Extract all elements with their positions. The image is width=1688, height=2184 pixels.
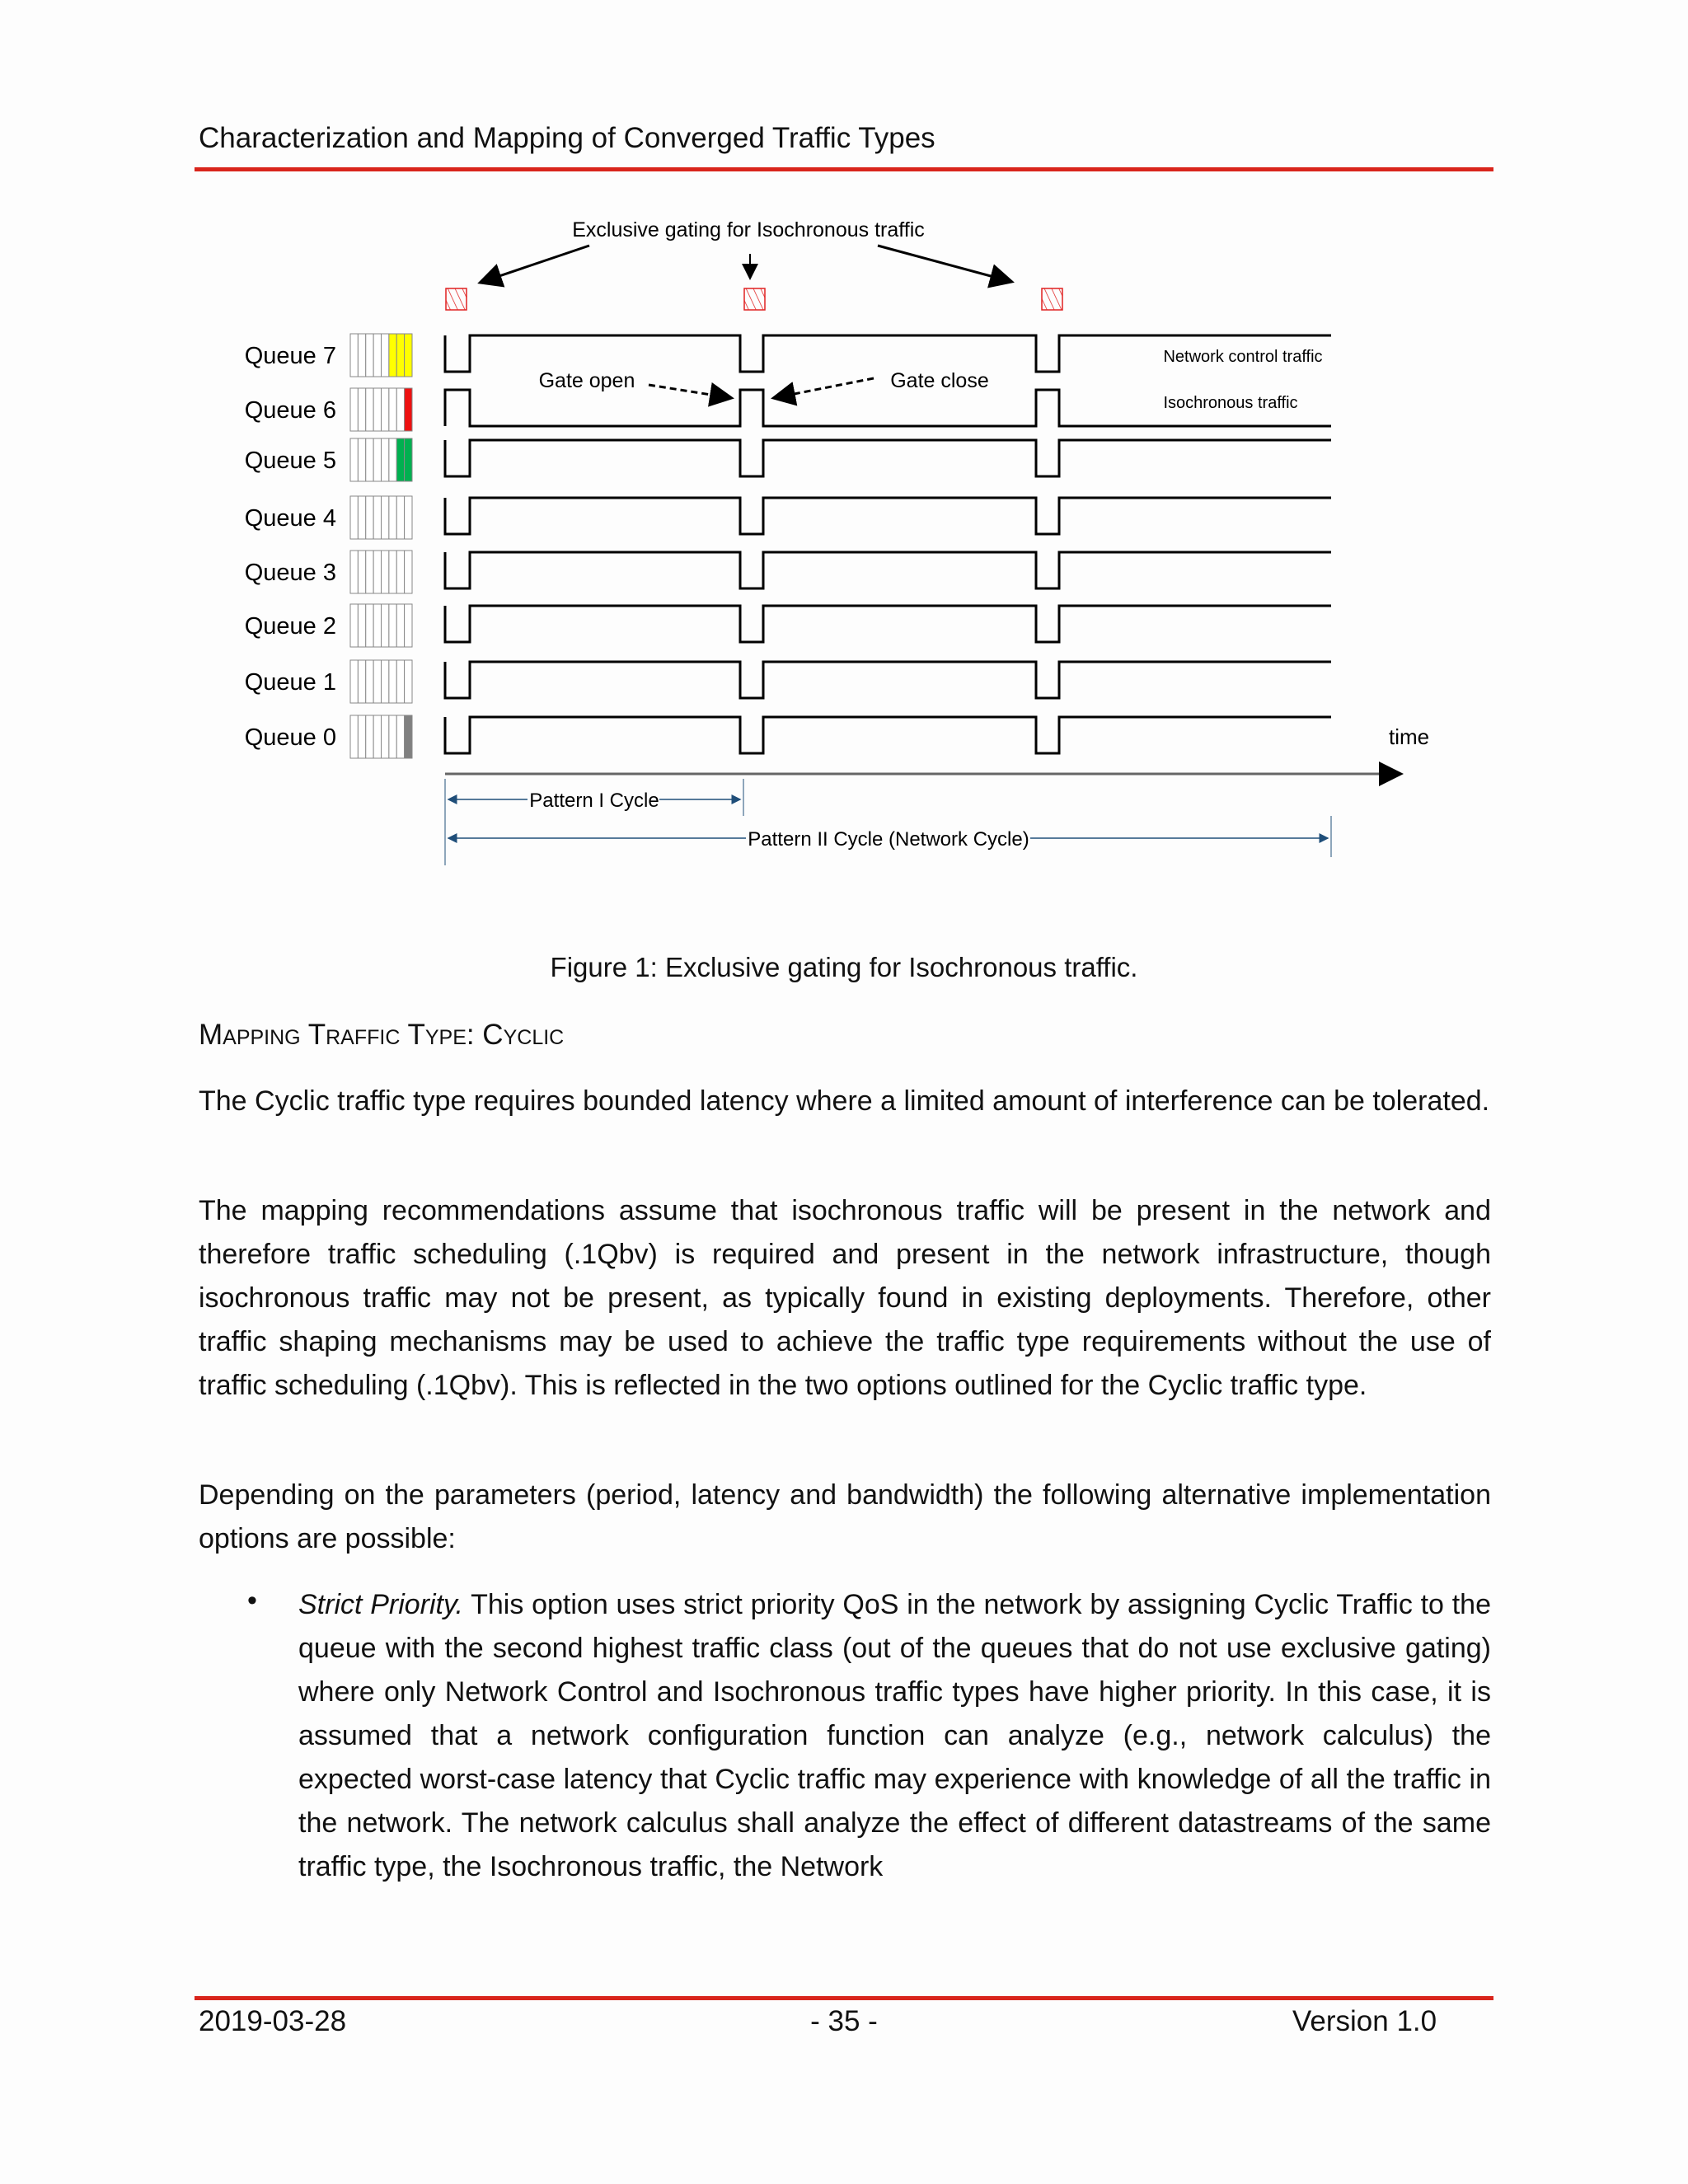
header-divider bbox=[195, 167, 1493, 171]
queue-buffer-slot bbox=[389, 334, 396, 377]
queue-label: Queue 4 bbox=[244, 505, 336, 532]
queue-buffer-slot bbox=[382, 496, 389, 539]
queue-buffer-slot bbox=[405, 388, 412, 431]
queue-buffer-slot bbox=[382, 438, 389, 481]
queue-buffer-slot bbox=[350, 496, 358, 539]
queue-buffer-slot bbox=[366, 388, 373, 431]
queue-buffer-slot bbox=[405, 715, 412, 758]
footer-page-number: - 35 - bbox=[810, 2005, 878, 2037]
queue-row bbox=[245, 715, 1331, 758]
exclusive-gate-marker bbox=[446, 288, 467, 310]
page-header-title: Characterization and Mapping of Converged Traffic Types bbox=[199, 122, 935, 154]
queue-buffer-slot bbox=[358, 438, 365, 481]
gate-waveform bbox=[445, 498, 1331, 534]
queue-buffer-slot bbox=[350, 334, 358, 377]
queue-buffer-slot bbox=[366, 551, 373, 593]
network-control-label: Network control traffic bbox=[1163, 348, 1323, 366]
queue-buffer-slot bbox=[373, 604, 381, 647]
queue-buffer-slot bbox=[389, 438, 396, 481]
arrow-right bbox=[878, 246, 1012, 282]
footer-version: Version 1.0 bbox=[1292, 2005, 1437, 2037]
queue-row bbox=[245, 551, 1331, 593]
queue-buffer-slot bbox=[373, 715, 381, 758]
queue-buffer-slot bbox=[373, 660, 381, 703]
queue-buffer-slot bbox=[396, 660, 404, 703]
exclusive-gate-marker bbox=[1042, 288, 1062, 310]
queue-buffer-slot bbox=[373, 438, 381, 481]
paragraph-2: The mapping recommendations assume that isochronous traffic will be present in the network and therefore traffic scheduling (.1Qbv) is required and present in the network infrastructure, though isochronous traffic may not be present, as typically found in existing deployments. Therefore, other traffic shaping mechanisms may be used to achieve the traffic type requirements without the use of traffic scheduling (.1Qbv). This is reflected in the two options outlined for the Cyclic traffic type. bbox=[199, 1195, 1491, 1401]
bullet-marker: • bbox=[247, 1585, 257, 1616]
gate-waveform bbox=[445, 440, 1331, 476]
queue-buffer-slot bbox=[396, 604, 404, 647]
gate-waveform bbox=[445, 552, 1331, 588]
figure-top-label: Exclusive gating for Isochronous traffic bbox=[572, 218, 925, 241]
queue-buffer-slot bbox=[405, 604, 412, 647]
queue-buffer-slot bbox=[382, 334, 389, 377]
queue-label: Queue 5 bbox=[244, 448, 336, 474]
queue-buffer-slot bbox=[366, 438, 373, 481]
gate-close-arrow bbox=[773, 378, 874, 398]
queue-buffer-slot bbox=[366, 334, 373, 377]
queue-buffer-slot bbox=[389, 496, 396, 539]
arrow-left bbox=[480, 246, 589, 283]
queue-buffer-slot bbox=[358, 334, 365, 377]
queue-buffer-slot bbox=[382, 604, 389, 647]
queue-buffer-slot bbox=[389, 388, 396, 431]
queue-buffer-slot bbox=[373, 388, 381, 431]
queue-buffer-slot bbox=[350, 388, 358, 431]
section-heading: Mapping Traffic Type: Cyclic bbox=[199, 1019, 565, 1051]
bullet-body: This option uses strict priority QoS in the network by assigning Cyclic Traffic to the queue with the second highest traffic class (out of the queues that do not use exclusive gating) where only Network Control and Isochronous traffic types have higher priority. In this case, it is assumed that a network configuration function can analyze (e.g., network calculus) the expected worst-case latency that Cyclic traffic may experience with knowledge of all the traffic in the network. The network calculus shall analyze the effect of different datastreams of the same traffic type, the Isochronous traffic, the Network bbox=[298, 1589, 1491, 1882]
queue-buffer-slot bbox=[396, 334, 404, 377]
queue-buffer-slot bbox=[405, 496, 412, 539]
queue-buffer-slot bbox=[389, 551, 396, 593]
gate-close-label: Gate close bbox=[890, 369, 989, 392]
queue-buffer-slot bbox=[373, 496, 381, 539]
queue-buffer-slot bbox=[373, 551, 381, 593]
queue-buffer-slot bbox=[396, 551, 404, 593]
queue-buffer-slot bbox=[389, 604, 396, 647]
queue-label: Queue 6 bbox=[244, 397, 336, 424]
queue-buffer-slot bbox=[382, 715, 389, 758]
queue-label: Queue 2 bbox=[244, 613, 336, 640]
queue-label: Queue 0 bbox=[244, 724, 336, 751]
queue-buffer-slot bbox=[405, 551, 412, 593]
queue-buffer-slot bbox=[405, 660, 412, 703]
bullet-strict-priority bbox=[298, 1583, 1491, 1889]
gate-waveform bbox=[445, 662, 1331, 698]
queue-buffer-slot bbox=[358, 660, 365, 703]
queue-buffer-slot bbox=[396, 715, 404, 758]
queue-buffer-slot bbox=[396, 438, 404, 481]
queue-buffer-slot bbox=[358, 715, 365, 758]
queue-row bbox=[245, 604, 1331, 647]
isochronous-label: Isochronous traffic bbox=[1163, 394, 1298, 412]
time-label: time bbox=[1389, 724, 1430, 749]
queue-buffer-slot bbox=[366, 604, 373, 647]
pattern1-label: Pattern I Cycle bbox=[529, 790, 659, 812]
footer-divider bbox=[195, 1996, 1493, 2000]
paragraph-3: Depending on the parameters (period, latency and bandwidth) the following alternative implementation options are possible: bbox=[199, 1479, 1491, 1554]
queue-buffer-slot bbox=[389, 715, 396, 758]
queue-buffer-slot bbox=[405, 334, 412, 377]
queue-row bbox=[245, 660, 1331, 703]
queue-label: Queue 7 bbox=[244, 343, 336, 369]
queue-buffer-slot bbox=[366, 660, 373, 703]
queue-buffer-slot bbox=[358, 604, 365, 647]
queue-buffer-slot bbox=[358, 551, 365, 593]
queue-buffer-slot bbox=[382, 388, 389, 431]
queue-buffer-slot bbox=[350, 438, 358, 481]
queue-label: Queue 1 bbox=[244, 669, 336, 696]
exclusive-gating-figure bbox=[0, 198, 1688, 923]
queue-buffer-slot bbox=[373, 334, 381, 377]
queue-row bbox=[245, 438, 1331, 481]
exclusive-gate-marker bbox=[744, 288, 765, 310]
queue-buffer-slot bbox=[350, 715, 358, 758]
queue-buffer-slot bbox=[366, 715, 373, 758]
queue-buffer-slot bbox=[358, 496, 365, 539]
queue-buffer-slot bbox=[396, 496, 404, 539]
gate-open-label: Gate open bbox=[538, 369, 635, 392]
queue-buffer-slot bbox=[350, 551, 358, 593]
pattern2-label: Pattern II Cycle (Network Cycle) bbox=[748, 828, 1029, 851]
queue-buffer-slot bbox=[382, 660, 389, 703]
queue-buffer-slot bbox=[405, 438, 412, 481]
footer-date: 2019-03-28 bbox=[199, 2005, 347, 2037]
gate-waveform bbox=[445, 606, 1331, 642]
figure-caption: Figure 1: Exclusive gating for Isochronous traffic. bbox=[550, 952, 1138, 982]
queue-buffer-slot bbox=[350, 660, 358, 703]
queue-buffer-slot bbox=[382, 551, 389, 593]
paragraph-1: The Cyclic traffic type requires bounded latency where a limited amount of interference can be tolerated. bbox=[199, 1085, 1490, 1117]
queue-buffer-slot bbox=[366, 496, 373, 539]
queue-buffer-slot bbox=[350, 604, 358, 647]
queue-row bbox=[245, 496, 1331, 539]
queue-label: Queue 3 bbox=[244, 560, 336, 586]
queue-buffer-slot bbox=[396, 388, 404, 431]
gate-open-arrow bbox=[649, 385, 732, 398]
queue-buffer-slot bbox=[389, 660, 396, 703]
bullet-title: Strict Priority. bbox=[298, 1589, 463, 1620]
gate-waveform bbox=[445, 717, 1331, 753]
queue-buffer-slot bbox=[358, 388, 365, 431]
